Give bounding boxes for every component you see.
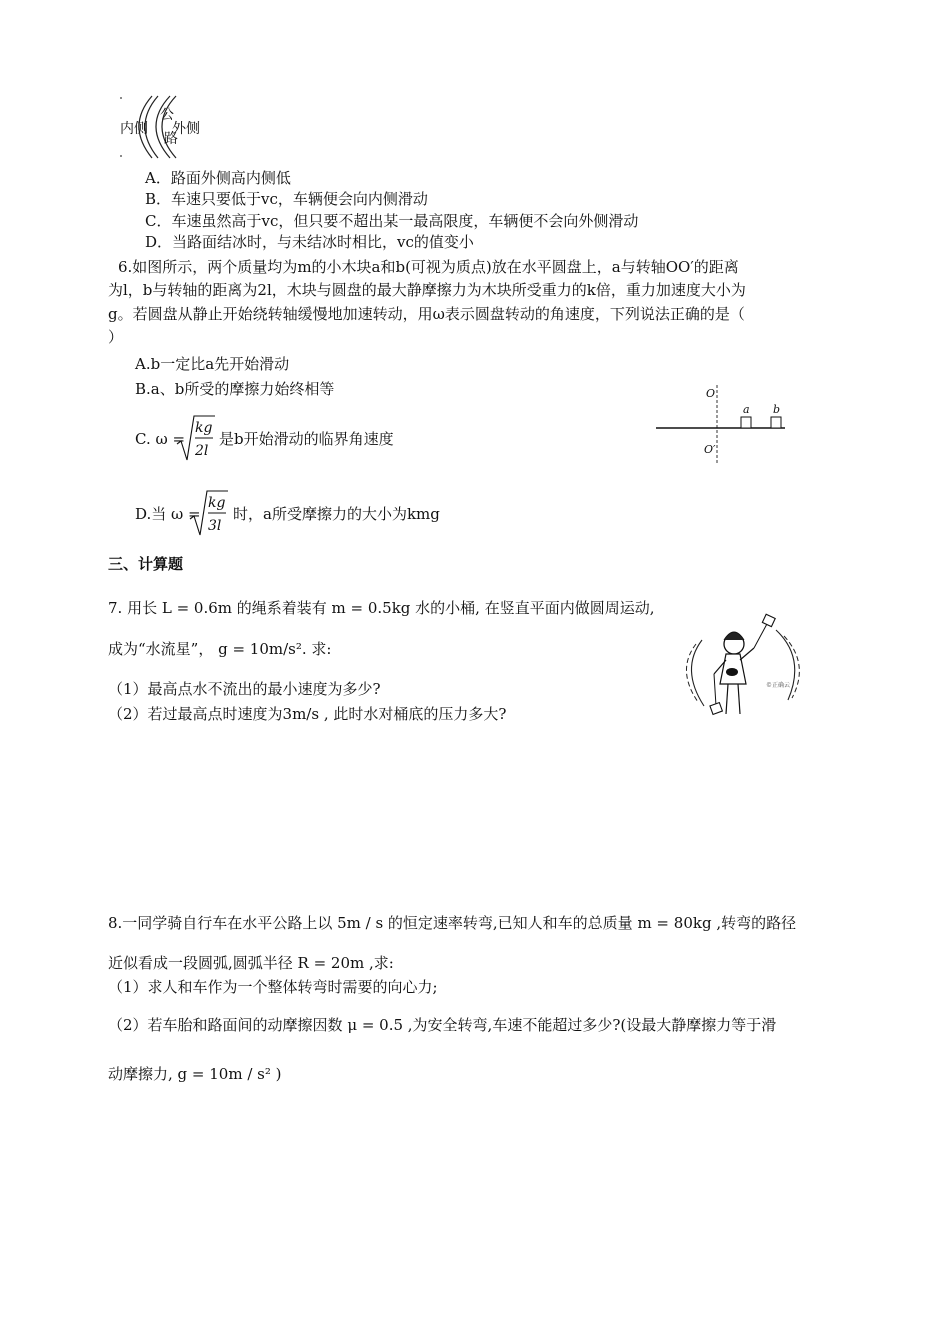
q8-sub-1: （1）求人和车作为一个整体转弯时需要的向心力;	[108, 978, 438, 996]
q6-option-a: A.b一定比a先开始滑动	[135, 355, 290, 373]
q6-c-denominator: 2l	[195, 443, 209, 459]
q8-sub-2: （2）若车胎和路面间的动摩擦因数 μ = 0.5 ,为安全转弯,车速不能超过多少?(设最大静摩擦力等于滑	[108, 1016, 777, 1034]
q6-c-suffix: 是b开始滑动的临界角速度	[219, 430, 394, 448]
axis-label-o-prime: O′	[704, 443, 716, 456]
q6-stem-line-1: 6.如图所示，两个质量均为m的小木块a和b(可视为质点)放在水平圆盘上，a与转轴OO′的距离	[118, 258, 739, 276]
q6-d-suffix: 时，a所受摩擦力的大小为kmg	[233, 505, 440, 523]
axis-label-o: O	[706, 387, 716, 400]
road-label-2: 路	[164, 131, 178, 147]
q8-line-1: 8.一同学骑自行车在水平公路上以 5m / s 的恒定速率转弯,已知人和车的总质量 m = 80kg ,转弯的路径	[108, 914, 797, 932]
road-label-1: 公	[160, 107, 174, 123]
q6-c-numerator: kg	[195, 420, 213, 436]
q7-sub-1: （1）最高点水不流出的最小速度为多少?	[108, 680, 381, 698]
q7-line-2: 成为“水流星”， g = 10m/s². 求:	[108, 640, 332, 658]
q8-line-2: 近似看成一段圆弧,圆弧半径 R = 20m ,求:	[108, 954, 394, 972]
q5-option-d: D．当路面结冰时，与未结冰时相比，vc的值变小	[145, 233, 474, 251]
water-star-figure	[680, 614, 810, 724]
q6-stem-line-4: ）	[108, 328, 124, 346]
disc-axis-diagram	[650, 385, 790, 470]
block-a-label: a	[743, 403, 750, 416]
q5-option-c: C．车速虽然高于vc，但只要不超出某一最高限度，车辆便不会向外侧滑动	[145, 212, 639, 230]
road-outer-label: 外侧	[172, 121, 200, 137]
q6-d-numerator: kg	[208, 495, 226, 511]
block-b-label: b	[773, 403, 781, 416]
rotating-disc-figure	[650, 385, 790, 470]
q5-option-b: B．车速只要低于vc，车辆便会向内侧滑动	[145, 190, 428, 208]
road-figure	[112, 92, 222, 162]
road-inner-label: 内侧	[120, 121, 148, 137]
q6-stem-line-2: 为l，b与转轴的距离为2l，木块与圆盘的最大静摩擦力为木块所受重力的k倍，重力加速度大小为	[108, 281, 746, 299]
q6-c-prefix: C. ω =	[135, 430, 186, 448]
q6-option-b: B.a、b所受的摩擦力始终相等	[135, 380, 335, 398]
q5-option-a: A．路面外侧高内侧低	[145, 169, 291, 187]
figure-watermark: ©正确云	[766, 682, 791, 689]
section-3-title: 三、计算题	[108, 555, 184, 573]
q7-line-1: 7. 用长 L = 0.6m 的绳系着装有 m = 0.5kg 水的小桶, 在竖直平面内做圆周运动,	[108, 599, 655, 617]
q7-sub-2: （2）若过最高点时速度为3m/s , 此时水对桶底的压力多大?	[108, 705, 507, 723]
q8-sub-2-cont: 动摩擦力, g = 10m / s² )	[108, 1065, 282, 1083]
q6-d-prefix: D.当 ω =	[135, 505, 201, 523]
water-star-illustration	[680, 614, 810, 724]
q6-stem-line-3: g。若圆盘从静止开始绕转轴缓慢地加速转动，用ω表示圆盘转动的角速度，下列说法正确的是（	[108, 305, 745, 323]
q6-d-denominator: 3l	[208, 518, 222, 534]
